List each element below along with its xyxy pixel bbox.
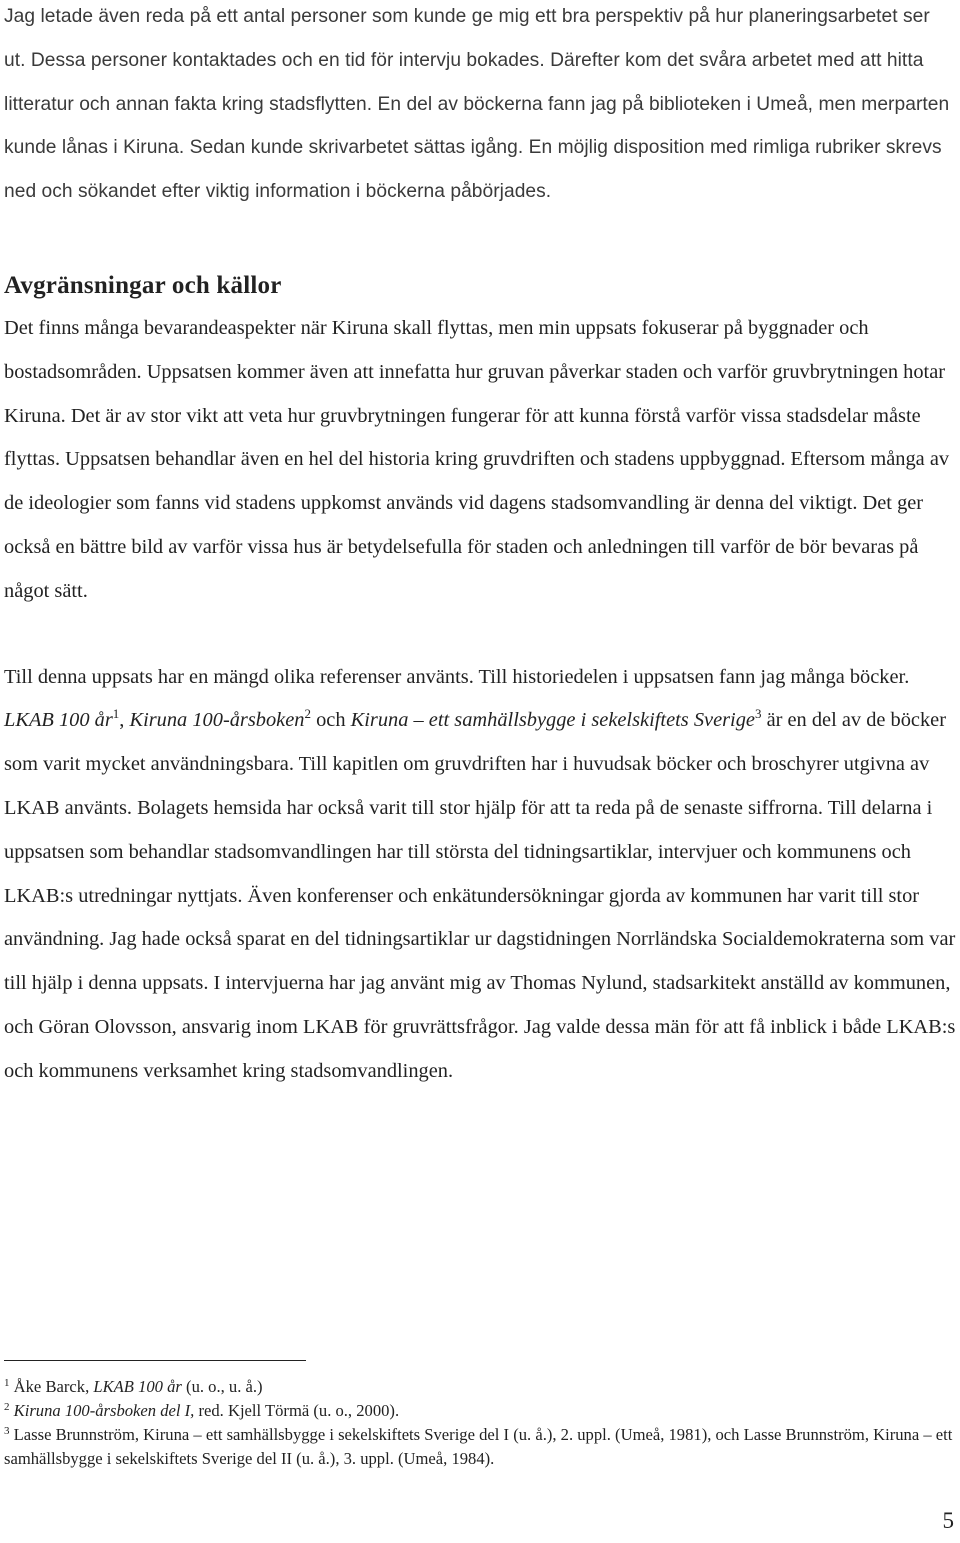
separator-text: ,: [119, 709, 130, 732]
body-paragraph-sources: [4, 656, 956, 1094]
footnote-ref-3[interactable]: 3: [754, 706, 762, 722]
footnote-ref-1[interactable]: 1: [112, 706, 120, 722]
document-page: [4, 0, 956, 1094]
footnote-text: Lasse Brunnström, Kiruna – ett samhällsbygge i sekelskiftets Sverige del I (u. å.), 2. uppl. (Umeå, 1981), och Lasse Brunnström, Kiruna – ett samhällsbygge i sekelskiftets Sverige del II (u. å.), 3. uppl. (Umeå, 1984).: [4, 1425, 953, 1468]
footnote-number: 1: [4, 1377, 10, 1389]
book-title-samhallsbygge: Kiruna – ett samhällsbygge i sekelskiftets Sverige: [350, 709, 755, 732]
body-paragraph-method: Jag letade även reda på ett antal personer som kunde ge mig ett bra perspektiv på hur planeringsarbetet ser ut. Dessa personer kontaktades och en tid för intervju bokades. Därefter kom det svåra arbetet med att hitta litteratur och annan fakta kring stadsflytten. En del av böckerna fann jag på biblioteken i Umeå, men merparten kunde lånas i Kiruna. Sedan kunde skrivarbetet sättas igång. En möjlig disposition med rimliga rubriker skrevs ned och sökandet efter viktig information i böckerna påbörjades.: [4, 6, 950, 203]
footnotes: [4, 1375, 954, 1471]
page-number: 5: [942, 1508, 954, 1533]
footnote-number: 2: [4, 1401, 10, 1413]
body-paragraph-scope: Det finns många bevarandeaspekter när Kiruna skall flyttas, men min uppsats fokuserar på byggnader och bostadsområden. Uppsatsen kommer även att innefatta hur gruvan påverkar staden och varför gruvbrytningen hotar Kiruna. Det är av stor vikt att veta hur gruvbrytningen fungerar för att kunna förstå varför vissa stadsdelar måste flyttas. Uppsatsen behandlar även en hel del historia kring gruvdriften och stadens uppbyggnad. Eftersom många av de ideologier som fanns vid stadens uppkomst används vid dagens stadsomvandling är denna del viktigt. Det ger också en bättre bild av varför vissa hus är betydelsefulla för staden och anledningen till varför de bör bevaras på något sätt.: [4, 316, 950, 602]
footnote-2: [4, 1399, 954, 1423]
footnote-1: [4, 1375, 954, 1399]
sources-intro-text: Till denna uppsats har en mängd olika referenser använts. Till historiedelen i uppsatsen fann jag många böcker.: [4, 665, 910, 688]
separator-text: och: [310, 709, 351, 732]
footnote-ref-2[interactable]: 2: [304, 706, 311, 722]
footnote-text: red. Kjell Törmä (u. o., 2000).: [194, 1401, 400, 1420]
footnote-separator-line: [4, 1360, 306, 1361]
footnote-title: LKAB 100 år: [93, 1377, 182, 1396]
book-title-kiruna-100: Kiruna 100-årsboken: [129, 709, 305, 732]
footnote-3: [4, 1423, 954, 1471]
book-title-lkab: LKAB 100 år: [4, 709, 113, 732]
footnote-text: (u. o., u. å.): [181, 1377, 263, 1396]
footnote-title: Kiruna 100-årsboken del I,: [13, 1401, 195, 1420]
section-heading: Avgränsningar och källor: [4, 271, 282, 299]
footnote-number: 3: [4, 1425, 10, 1437]
sources-rest-text: är en del av de böcker som varit mycket användningsbara. Till kapitlen om gruvdriften har i huvudsak böcker och broschyrer utgivna av LKAB använts. Bolagets hemsida har också varit till stor hjälp för att ta reda på de senaste siffrorna. Till delarna i uppsatsen som behandlar stadsomvandlingen har till största del tidningsartiklar, intervjuer och kommunens och LKAB:s utredningar nyttjats. Även konferenser och enkätundersökningar gjorda av kommunen har varit till stor användning. Jag hade också sparat en del tidningsartiklar ur dagstidningen Norrländska Socialdemokraterna som var till hjälp i denna uppsats. I intervjuerna har jag använt mig av Thomas Nylund, stadsarkitekt anställd av kommunen, och Göran Olovsson, ansvarig inom LKAB för gruvrättsfrågor. Jag valde dessa män för att få inblick i både LKAB:s och kommunens verksamhet kring stadsomvandlingen.: [4, 709, 956, 1082]
footnote-text: Åke Barck,: [13, 1377, 94, 1396]
